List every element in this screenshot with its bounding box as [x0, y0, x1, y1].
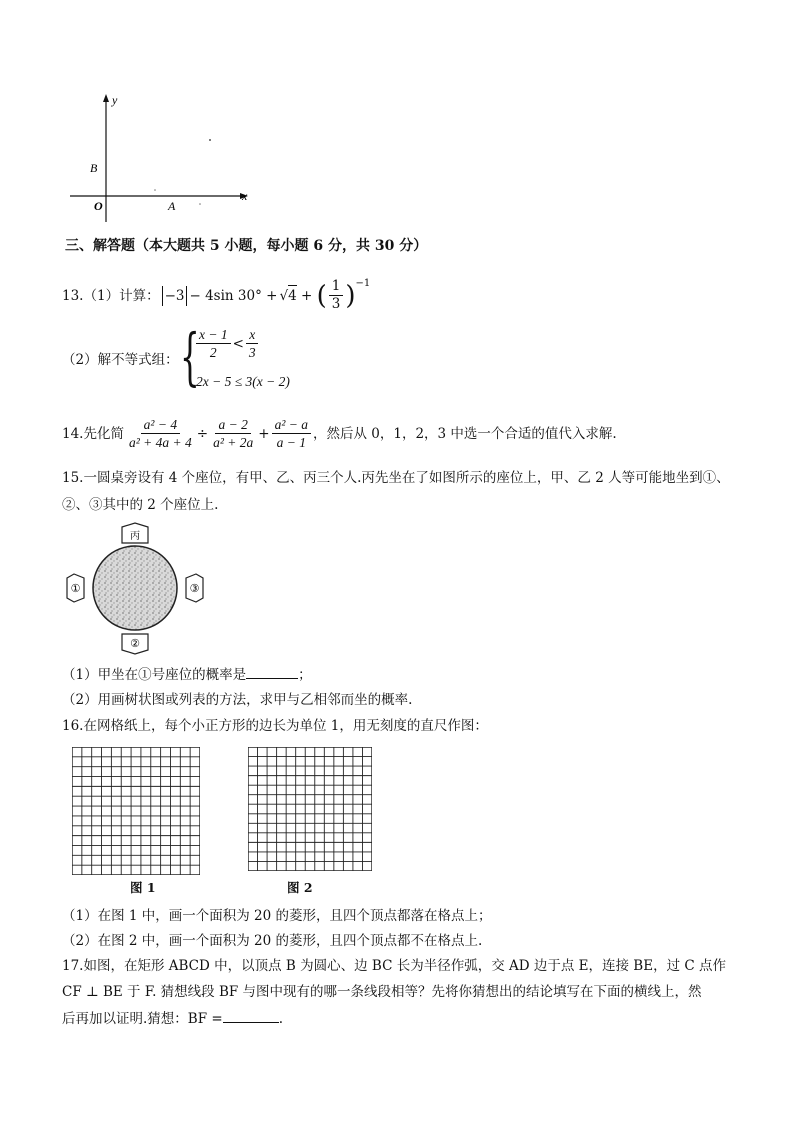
ineq1-num-right: x — [246, 326, 258, 344]
seat-bottom-label: ② — [130, 638, 140, 650]
q14-prefix: 14.先化简 — [62, 425, 124, 442]
y-axis-label: y — [112, 93, 118, 107]
q14-suffix: ，然后从 0，1，2，3 中选一个合适的值代入求解. — [312, 425, 617, 442]
q13-part2-label: （2）解不等式组： — [62, 352, 179, 368]
ineq1-num-left: x − 1 — [196, 326, 231, 344]
fig1-caption: 图 1 — [130, 880, 156, 895]
grid-figure-2 — [248, 747, 372, 871]
q13-part1-label: （1）计算： — [83, 287, 160, 304]
section-heading: 三、解答题（本大题共 5 小题，每小题 6 分，共 30 分） — [65, 238, 428, 254]
q15-part1-end: ； — [298, 667, 312, 683]
q13-expr-mid: − 4sin 30° + — [189, 287, 278, 304]
ineq1-op: < — [232, 335, 244, 352]
round-table-figure — [62, 522, 212, 657]
q15-line1: 15.一圆桌旁设有 4 个座位，有甲、乙、丙三个人.丙先坐在了如图所示的座位上，甲、乙 2 人等可能地坐到①、 — [62, 470, 730, 486]
q16-part1: （1）在图 1 中，画一个面积为 20 的菱形，且四个顶点都落在格点上； — [62, 908, 492, 924]
q13-part1: 13. （1）计算： −3 − 4sin 30° + √ 4 + ( $\frac{1}{3}$ ) −1 — [62, 278, 370, 313]
q15-part1 — [62, 664, 312, 685]
seat-left-label: ① — [70, 583, 81, 595]
q14-op2: + — [258, 425, 270, 442]
q17-line2: CF ⊥ BE 于 F. 猜想线段 BF 与图中现有的哪一条线段相等？先将你猜想出的结论填写在下面的横线上，然 — [62, 984, 702, 1000]
grid-figure-1 — [72, 747, 200, 875]
ineq1-den-left: 2 — [209, 345, 217, 360]
point-a-label: A — [168, 199, 176, 213]
ineq2: 2x − 5 ≤ 3(x − 2) — [196, 374, 290, 389]
x-axis-label: x — [242, 189, 248, 203]
seat-right-label: ③ — [189, 583, 200, 595]
y-axis-arrow — [103, 94, 109, 102]
answer-blank-q17[interactable] — [223, 1008, 279, 1023]
q15-part2: （2）用画树状图或列表的方法，求甲与乙相邻而坐的概率. — [62, 692, 413, 708]
point-b-label: B — [90, 161, 98, 175]
q17-line3-text: 后再加以证明.猜想：BF = — [62, 1011, 223, 1027]
q13-plus: + — [296, 287, 317, 304]
q14-op1: ÷ — [196, 425, 209, 442]
seat-top-label: 丙 — [130, 531, 140, 542]
answer-blank-q15[interactable] — [246, 664, 298, 679]
q16-part2: （2）在图 2 中，画一个面积为 20 的菱形，且四个顶点都不在格点上. — [62, 933, 483, 949]
exponent: −1 — [355, 278, 371, 289]
q14-f1-den: a² + 4a + 4 — [128, 435, 192, 450]
q14-f1-num: a² − 4 — [141, 416, 180, 434]
q14-f3-den: a − 1 — [276, 435, 306, 450]
q14-f2-num: a − 2 — [215, 416, 250, 434]
inequality-system: { $\frac{x - 1}{2}$ < $\frac{x}{3}$ 2x − 5 ≤ 3(x − 2) — [180, 320, 290, 393]
origin-label: O — [94, 199, 103, 213]
sqrt-value: 4 — [288, 285, 297, 306]
q13-number: 13. — [62, 287, 84, 304]
frac-num: 1 — [329, 278, 344, 296]
q15-line2: ②、③其中的 2 个座位上. — [62, 497, 219, 513]
q17-line1: 17.如图，在矩形 ABCD 中，以顶点 B 为圆心、边 BC 长为半径作弧，交 AD 边于点 E，连接 BE，过 C 点作 — [62, 958, 726, 974]
q14-f2-den: a² + 2a — [213, 435, 254, 450]
ineq1-den-right: 3 — [248, 345, 256, 360]
fig2-caption: 图 2 — [287, 880, 313, 895]
round-table — [93, 546, 177, 630]
frac-den: 3 — [331, 296, 341, 312]
q17-line3-end: . — [278, 1011, 283, 1027]
q17-line3 — [62, 1008, 283, 1029]
abs-value: −3 — [162, 286, 188, 306]
coordinate-figure — [60, 92, 260, 227]
q14-f3-num: a² − a — [272, 416, 311, 434]
q16-intro: 16.在网格纸上，每个小正方形的边长为单位 1，用无刻度的直尺作图： — [62, 718, 488, 734]
q15-part1-text: （1）甲坐在①号座位的概率是 — [62, 667, 247, 683]
q14 — [62, 416, 617, 451]
